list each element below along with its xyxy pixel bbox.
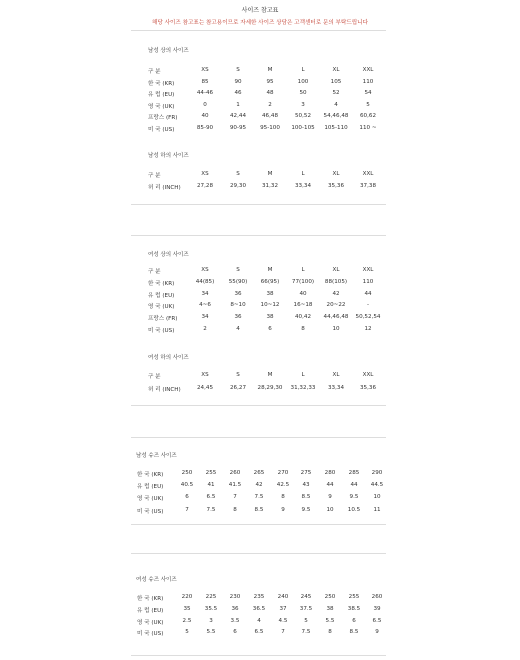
size-cell: 44,46,48 — [323, 314, 349, 321]
size-cell: 52 — [332, 90, 340, 97]
size-cell: 38 — [326, 605, 334, 612]
size-cell: 41.5 — [228, 482, 242, 489]
size-cell: 37,38 — [359, 183, 377, 189]
row-label: 미 국 (US) — [148, 328, 175, 334]
size-cell: 10~12 — [260, 302, 280, 309]
size-cell: 245 — [300, 594, 312, 600]
section-divider — [131, 405, 386, 406]
size-cell: 8 — [301, 326, 305, 332]
size-cell: 5 — [304, 617, 308, 624]
size-header-cell: M — [267, 171, 273, 177]
size-cell: 225 — [205, 594, 217, 600]
size-cell: 85 — [201, 78, 209, 85]
size-cell: 100 — [297, 78, 309, 85]
size-cell: 275 — [300, 470, 312, 476]
size-cell: 31,32 — [261, 183, 279, 189]
size-cell: 44-46 — [196, 90, 214, 97]
size-header-cell: XS — [201, 372, 209, 378]
row-label: 영 국 (UK) — [148, 304, 175, 311]
size-cell: 35,36 — [327, 183, 345, 189]
size-cell: 8.5 — [301, 494, 311, 501]
row-label: 영 국 (UK) — [148, 103, 175, 110]
size-cell: 60,62 — [359, 113, 377, 120]
section-divider — [131, 553, 386, 554]
row-label: 영 국 (UK) — [137, 619, 164, 626]
size-cell: 66(95) — [260, 278, 280, 285]
size-cell: 40 — [299, 290, 307, 297]
row-label: 구 분 — [148, 269, 161, 275]
size-cell: 44(85) — [195, 278, 215, 285]
row-label: 구 분 — [148, 374, 161, 380]
size-cell: 105-110 — [324, 125, 348, 131]
size-cell: 50 — [299, 90, 307, 97]
size-cell: 38.5 — [347, 605, 361, 612]
size-cell: 35 — [183, 605, 191, 612]
row-label: 유 럽 (EU) — [137, 484, 164, 491]
size-cell: 42 — [332, 290, 340, 297]
section-divider — [131, 235, 386, 236]
size-cell: 7.5 — [206, 506, 216, 513]
size-cell: 2 — [203, 326, 207, 332]
women-shoes-title: 여성 슈즈 사이즈 — [136, 577, 177, 583]
size-cell: 3.5 — [230, 617, 240, 624]
size-cell: 4~6 — [199, 302, 211, 309]
size-cell: 110 — [362, 278, 374, 285]
size-cell: 24,45 — [196, 385, 214, 391]
page-title: 사이즈 참고표 — [241, 7, 279, 14]
men-shoes-title: 남성 슈즈 사이즈 — [136, 453, 177, 459]
size-cell: 37.5 — [299, 605, 313, 612]
size-cell: 34 — [201, 290, 209, 297]
size-cell: 88(105) — [324, 278, 348, 285]
size-cell: 2.5 — [182, 617, 192, 624]
size-cell: 55(90) — [228, 278, 248, 285]
size-cell: 5.5 — [206, 629, 216, 636]
size-cell: 33,34 — [327, 385, 345, 391]
size-cell: 2 — [268, 101, 272, 108]
size-cell: 54,46,48 — [323, 113, 349, 120]
size-cell: 43 — [302, 482, 310, 489]
size-cell: 90-95 — [229, 125, 247, 131]
size-cell: 33,34 — [294, 183, 312, 189]
size-cell: 40 — [201, 113, 209, 120]
size-cell: 6 — [268, 326, 272, 332]
size-cell: 46,48 — [261, 113, 279, 120]
header-divider — [131, 30, 386, 31]
size-cell: 42 — [255, 482, 263, 489]
row-label: 프랑스 (FR) — [148, 316, 178, 323]
size-header-cell: XXL — [362, 171, 374, 177]
row-label: 허 리 (INCH) — [148, 387, 181, 393]
size-header-cell: L — [301, 267, 305, 273]
size-header-cell: XL — [332, 267, 340, 273]
row-label: 영 국 (UK) — [137, 496, 164, 503]
size-header-cell: XS — [201, 67, 209, 73]
size-notice: 해당 사이즈 참고표는 참고용이므로 자세한 사이즈 상담은 고객센터로 문의 부탁드립니다 — [152, 20, 368, 26]
size-cell: 4 — [257, 617, 261, 624]
size-cell: 10 — [332, 326, 340, 332]
size-cell: 8 — [328, 629, 332, 636]
row-label: 미 국 (US) — [148, 127, 175, 133]
size-cell: 0 — [203, 101, 207, 108]
size-cell: 7 — [185, 506, 189, 513]
size-cell: 255 — [348, 594, 360, 600]
size-cell: 5.5 — [325, 617, 335, 624]
size-cell: 36 — [234, 290, 242, 297]
size-cell: 38 — [266, 290, 274, 297]
size-cell: 27,28 — [196, 183, 214, 189]
size-cell: 5 — [366, 101, 370, 108]
size-cell: 36 — [234, 314, 242, 321]
men-waist-title: 남성 하의 사이즈 — [148, 153, 189, 159]
row-label: 구 분 — [148, 69, 161, 75]
size-cell: 6.5 — [206, 494, 216, 501]
size-cell: 10.5 — [347, 506, 361, 513]
size-cell: 36 — [231, 605, 239, 612]
size-cell: 50,52,54 — [355, 314, 381, 321]
row-label: 구 분 — [148, 173, 161, 179]
size-cell: 85-90 — [196, 125, 214, 131]
size-cell: 230 — [229, 594, 241, 600]
size-header-cell: XXL — [362, 372, 374, 378]
size-cell: 41 — [207, 482, 215, 489]
size-cell: 255 — [205, 470, 217, 476]
size-cell: 1 — [236, 101, 240, 108]
size-header-cell: M — [267, 372, 273, 378]
row-label: 미 국 (US) — [137, 631, 164, 638]
size-cell: - — [366, 302, 370, 309]
size-cell: 7 — [281, 629, 285, 636]
row-label: 유 럽 (EU) — [137, 607, 164, 614]
size-cell: 12 — [364, 326, 372, 332]
size-cell: 10 — [326, 506, 334, 513]
size-cell: 105 — [330, 78, 342, 85]
size-cell: 50,52 — [294, 113, 312, 120]
size-cell: 6.5 — [372, 617, 382, 624]
size-cell: 4 — [334, 101, 338, 108]
size-cell: 7.5 — [254, 494, 264, 501]
row-label: 한 국 (KR) — [148, 280, 175, 287]
size-header-cell: L — [301, 67, 305, 73]
section-divider — [131, 437, 386, 438]
size-cell: 260 — [229, 470, 241, 476]
size-cell: 3 — [209, 617, 213, 624]
size-header-cell: XS — [201, 267, 209, 273]
row-label: 미 국 (US) — [137, 508, 164, 515]
size-cell: 9.5 — [301, 506, 311, 513]
size-cell: 44.5 — [370, 482, 384, 489]
size-cell: 40.5 — [180, 482, 194, 489]
size-cell: 290 — [371, 470, 383, 476]
size-cell: 9 — [375, 629, 379, 636]
size-cell: 5 — [185, 629, 189, 636]
section-divider — [131, 524, 386, 525]
size-cell: 42.5 — [276, 482, 290, 489]
size-cell: 44 — [364, 290, 372, 297]
size-cell: 7 — [233, 494, 237, 501]
size-cell: 8.5 — [254, 506, 264, 513]
size-cell: 270 — [277, 470, 289, 476]
size-cell: 44 — [350, 482, 358, 489]
size-cell: 48 — [266, 90, 274, 97]
size-cell: 280 — [324, 470, 336, 476]
size-cell: 260 — [371, 594, 383, 600]
row-label: 허 리 (INCH) — [148, 185, 181, 191]
size-cell: 6 — [233, 629, 237, 636]
size-cell: 36.5 — [252, 605, 266, 612]
size-cell: 240 — [277, 594, 289, 600]
size-cell: 4 — [236, 326, 240, 332]
size-cell: 265 — [253, 470, 265, 476]
size-header-cell: M — [267, 67, 273, 73]
size-cell: 54 — [364, 90, 372, 97]
size-header-cell: S — [236, 267, 240, 273]
size-cell: 9.5 — [349, 494, 359, 501]
size-cell: 6 — [352, 617, 356, 624]
size-cell: 35,36 — [359, 385, 377, 391]
row-label: 유 럽 (EU) — [148, 292, 175, 299]
size-cell: 46 — [234, 90, 242, 97]
size-header-cell: L — [301, 372, 305, 378]
section-divider — [131, 655, 386, 656]
row-label: 유 럽 (EU) — [148, 92, 175, 99]
women-waist-title: 여성 하의 사이즈 — [148, 355, 189, 361]
section-divider — [131, 204, 386, 205]
size-header-cell: S — [236, 171, 240, 177]
size-header-cell: XL — [332, 67, 340, 73]
size-header-cell: XL — [332, 372, 340, 378]
size-cell: 28,29,30 — [257, 385, 283, 391]
size-cell: 250 — [181, 470, 193, 476]
size-cell: 31,32,33 — [290, 385, 316, 391]
size-cell: 38 — [266, 314, 274, 321]
size-cell: 9 — [328, 494, 332, 501]
women-top-title: 여성 상의 사이즈 — [148, 252, 189, 258]
size-cell: 100-105 — [291, 125, 315, 131]
size-cell: 235 — [253, 594, 265, 600]
size-cell: 110 — [362, 78, 374, 85]
size-header-cell: S — [236, 67, 240, 73]
size-cell: 8 — [281, 494, 285, 501]
size-cell: 8 — [233, 506, 237, 513]
size-cell: 10 — [373, 494, 381, 501]
size-cell: 90 — [234, 78, 242, 85]
row-label: 한 국 (KR) — [137, 596, 164, 602]
size-cell: 3 — [301, 101, 305, 108]
size-cell: 220 — [181, 594, 193, 600]
size-cell: 4.5 — [278, 617, 288, 624]
size-header-cell: XS — [201, 171, 209, 177]
size-cell: 16~18 — [293, 302, 313, 309]
size-cell: 26,27 — [229, 385, 247, 391]
men-top-title: 남성 상의 사이즈 — [148, 48, 189, 54]
size-cell: 8.5 — [349, 629, 359, 636]
size-header-cell: XXL — [362, 67, 374, 73]
size-cell: 39 — [373, 605, 381, 612]
size-cell: 285 — [348, 470, 360, 476]
size-cell: 8~10 — [230, 302, 246, 309]
size-cell: 6 — [185, 494, 189, 501]
size-cell: 20~22 — [326, 302, 346, 309]
size-cell: 29,30 — [229, 183, 247, 189]
row-label: 프랑스 (FR) — [148, 115, 178, 122]
row-label: 한 국 (KR) — [137, 472, 164, 478]
size-cell: 77(100) — [291, 278, 315, 285]
size-cell: 34 — [201, 314, 209, 321]
size-cell: 35.5 — [204, 605, 218, 612]
size-header-cell: M — [267, 267, 273, 273]
size-cell: 42,44 — [229, 113, 247, 120]
row-label: 한 국 (KR) — [148, 80, 175, 87]
size-cell: 110 ~ — [359, 125, 377, 131]
size-header-cell: L — [301, 171, 305, 177]
size-cell: 40,42 — [294, 314, 312, 321]
size-cell: 37 — [279, 605, 287, 612]
size-header-cell: XXL — [362, 267, 374, 273]
size-header-cell: S — [236, 372, 240, 378]
size-header-cell: XL — [332, 171, 340, 177]
size-cell: 11 — [373, 506, 381, 513]
size-cell: 9 — [281, 506, 285, 513]
size-cell: 7.5 — [301, 629, 311, 636]
size-cell: 6.5 — [254, 629, 264, 636]
size-cell: 250 — [324, 594, 336, 600]
size-cell: 44 — [326, 482, 334, 489]
size-cell: 95-100 — [260, 125, 280, 131]
size-cell: 95 — [266, 78, 274, 85]
